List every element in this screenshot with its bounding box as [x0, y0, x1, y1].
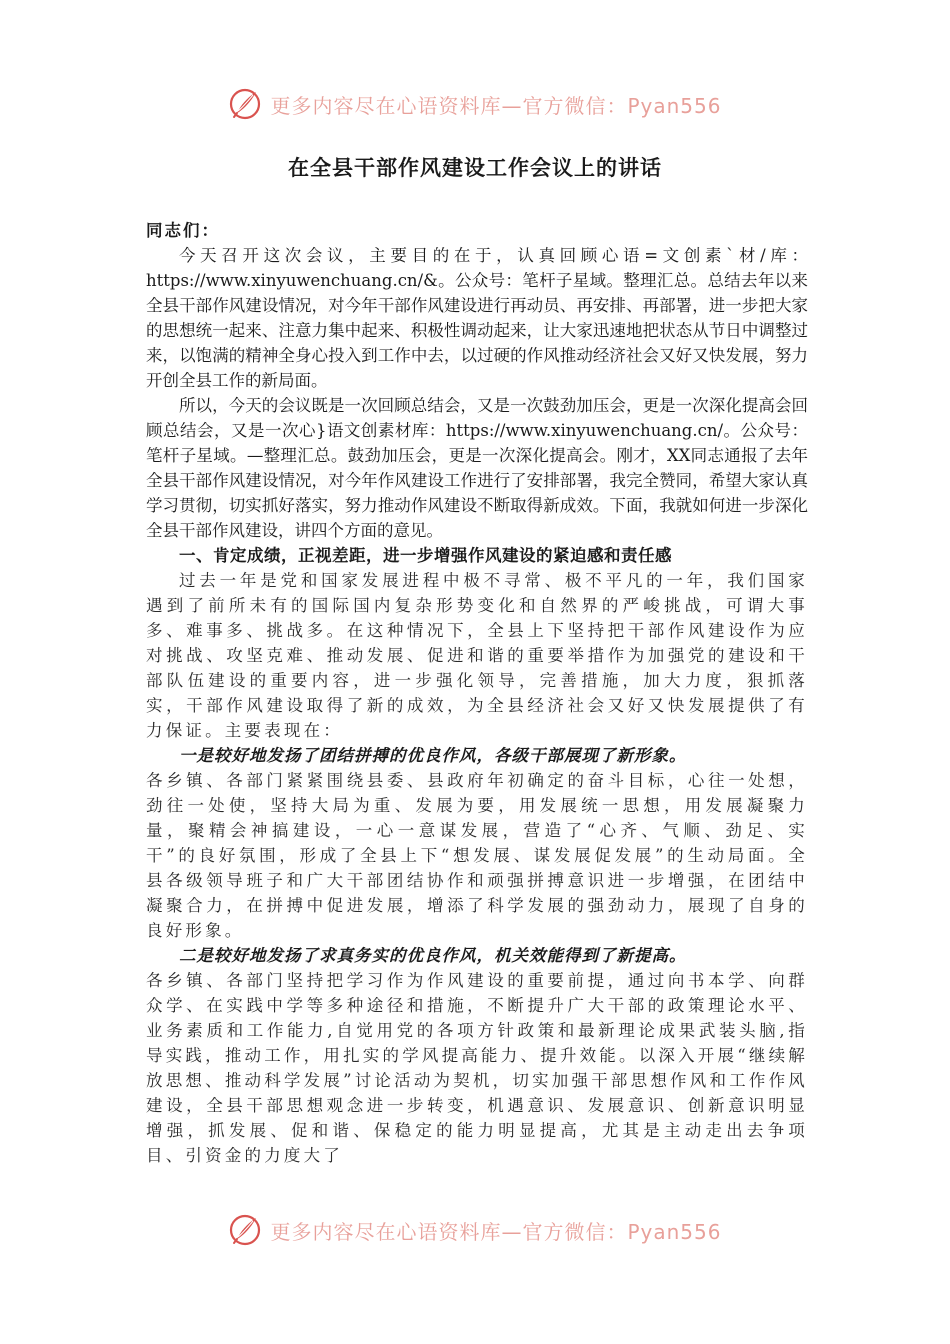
paragraph-intro: 今天召开这次会议，主要目的在于，认真回顾心语=文创素`材/库：https://www.xinyuwenchuang.cn/&。公众号：笔杆子星域。整理汇总。总结去年以来全县干部作风建设情况，对今年干部作风建设进行再动员、再安排、再部署，进一步把大家的思想统一起来、注意力集中起来、积极性调动起来，让大家迅速地把状态从节日中调整过来，以饱满的精神全身心投入到工作中去，以过硬的作风推动经济社会又好又快发展，努力开创全县工作的新局面。	[146, 246, 808, 390]
paragraph-purpose: 所以，今天的会议既是一次回顾总结会，又是一次鼓劲加压会，更是一次深化提高会回顾总结会，又是一次心}语文创素材库：https://www.xinyuwenchuang.cn/。公众号：笔杆子星域。—整理汇总。鼓劲加压会，更是一次深化提高会。刚才，XX同志通报了去年全县干部作风建设情况，对今年作风建设工作进行了安排部署，我完全赞同，希望大家认真学习贯彻，切实抓好落实，努力推动作风建设不断取得新成效。下面，我就如何进一步深化全县干部作风建设，讲四个方面的意见。	[146, 396, 808, 540]
section-1-body: 过去一年是党和国家发展进程中极不寻常、极不平凡的一年，我们国家遇到了前所未有的国际国内复杂形势变化和自然界的严峻挑战，可谓大事多、难事多、挑战多。在这种情况下，全县上下坚持把干部作风建设作为应对挑战、攻坚克难、推动发展、促进和谐的重要举措作为加强党的建设和干部队伍建设的重要内容，进一步强化领导，完善措施，加大力度，狠抓落实，干部作风建设取得了新的成效，为全县经济社会又好又快发展提供了有力保证。主要表现在：	[146, 571, 808, 740]
quill-pen-logo-icon	[228, 1213, 262, 1247]
footer-banner	[0, 1210, 950, 1250]
header-banner	[0, 84, 950, 124]
banner-text: 更多内容尽在心语资料库—官方微信：Pyan556	[270, 93, 722, 118]
point-1-body: 各乡镇、各部门紧紧围绕县委、县政府年初确定的奋斗目标，心往一处想，劲往一处使，坚持大局为重、发展为要，用发展统一思想，用发展凝聚力量，聚精会神搞建设，一心一意谋发展，营造了“心齐、气顺、劲足、实干”的良好氛围，形成了全县上下“想发展、谋发展促发展”的生动局面。全县各级领导班子和广大干部团结协作和顽强拼搏意识进一步增强，在团结中凝聚合力，在拼搏中促进发展，增添了科学发展的强劲动力，展现了自身的良好形象。	[146, 771, 808, 940]
quill-pen-logo-icon	[228, 87, 262, 121]
point-2-lead: 二是较好地发扬了求真务实的优良作风，机关效能得到了新提高。	[179, 946, 687, 965]
salutation: 同志们：	[146, 221, 220, 240]
point-1-lead: 一是较好地发扬了团结拼搏的优良作风，各级干部展现了新形象。	[179, 746, 687, 765]
banner-text: 更多内容尽在心语资料库—官方微信：Pyan556	[270, 1219, 722, 1244]
document-body	[146, 218, 808, 1168]
section-heading-1: 一、肯定成绩，正视差距，进一步增强作风建设的紧迫感和责任感	[179, 546, 672, 565]
document-title: 在全县干部作风建设工作会议上的讲话	[288, 156, 662, 180]
point-2-body: 各乡镇、各部门坚持把学习作为作风建设的重要前提，通过向书本学、向群众学、在实践中学等多种途径和措施，不断提升广大干部的政策理论水平、业务素质和工作能力,自觉用党的各项方针政策和最新理论成果武装头脑,指导实践，推动工作，用扎实的学风提高能力、提升效能。以深入开展“继续解放思想、推动科学发展”讨论活动为契机，切实加强干部思想作风和工作作风建设，全县干部思想观念进一步转变，机遇意识、发展意识、创新意识明显增强，抓发展、促和谐、保稳定的能力明显提高，尤其是主动走出去争项目、引资金的力度大了	[146, 971, 808, 1165]
